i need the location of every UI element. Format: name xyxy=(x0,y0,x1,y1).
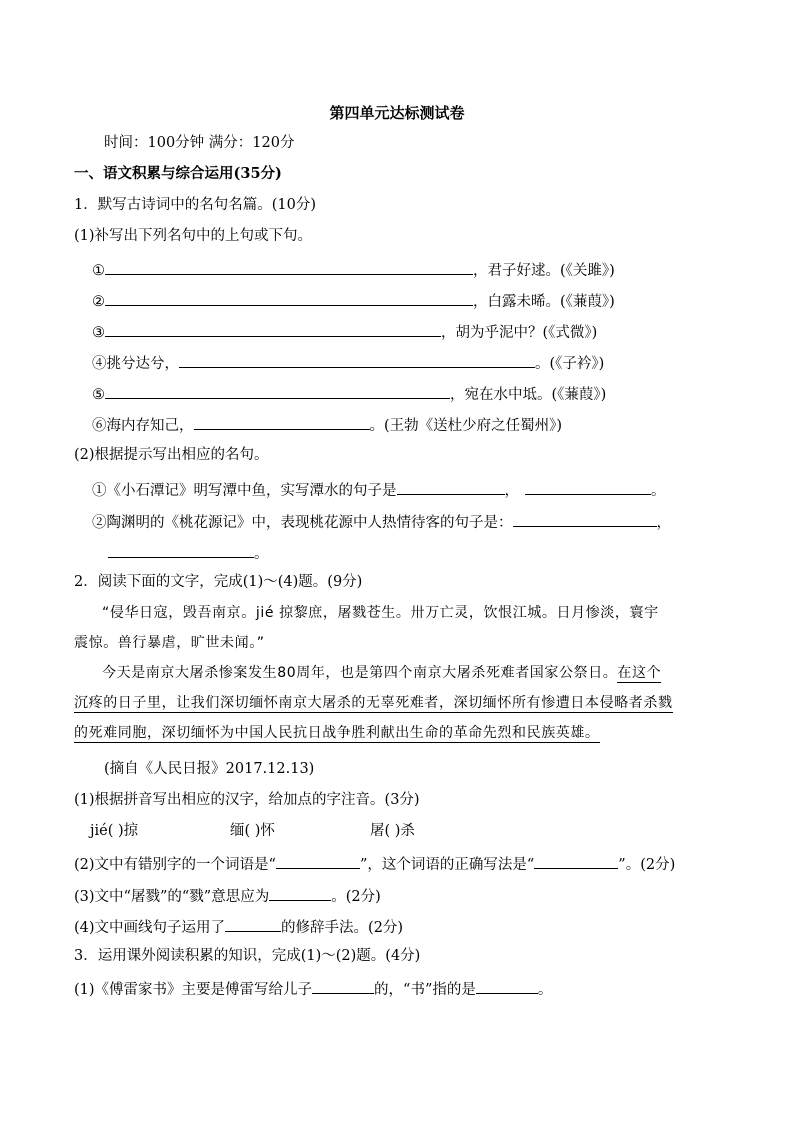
answer-blank[interactable] xyxy=(108,541,254,558)
fill-item-suffix: 。(《子衿》) xyxy=(535,356,605,372)
fill-item-3 xyxy=(92,320,597,343)
answer-blank[interactable] xyxy=(105,289,473,306)
fill-item-suffix: ，白露未晞。(《蒹葭》) xyxy=(473,294,615,310)
terminator: 。 xyxy=(254,546,269,562)
question-2-stem: 2．阅读下面的文字，完成(1)～(4)题。(9分) xyxy=(74,574,363,590)
passage-quote-line-2: 震惊。兽行暴虐，旷世未闻。” xyxy=(74,635,265,651)
underlined-sentence: 的死难同胞，深切缅怀为中国人民抗日战争胜利献出生命的革命先烈和民族英雄。 xyxy=(74,725,600,741)
question-2-sub-1: (1)根据拼音写出相应的汉字，给加点的字注音。(3分) xyxy=(74,792,420,808)
prompt-text: ①《小石潭记》明写潭中鱼，实写潭水的句子是 xyxy=(92,483,397,499)
answer-blank[interactable] xyxy=(269,884,331,901)
question-text: 。(2分) xyxy=(331,889,381,905)
fill-item-4 xyxy=(92,351,604,374)
answer-blank[interactable] xyxy=(476,977,538,994)
exam-meta: 时间：100分钟 满分：120分 xyxy=(104,135,295,151)
answer-blank[interactable] xyxy=(534,852,618,869)
question-text: 。 xyxy=(537,982,553,998)
answer-blank[interactable] xyxy=(225,915,281,932)
fill-item-prefix: ⑥海内存知己， xyxy=(92,418,194,434)
question-3-stem: 3．运用课外阅读积累的知识，完成(1)～(2)题。(4分) xyxy=(74,948,421,964)
answer-blank[interactable] xyxy=(194,413,370,430)
fill-item-suffix: 。(王勃《送杜少府之任蜀州》) xyxy=(369,418,563,434)
question-text: (1)《傅雷家书》主要是傅雷写给儿子 xyxy=(74,982,313,998)
passage-text: 今天是南京大屠杀惨案发生80周年，也是第四个南京大屠杀死难者国家公祭日。 xyxy=(102,665,618,681)
passage-para-line-1 xyxy=(74,658,724,688)
fill-item-prefix: ② xyxy=(92,294,105,310)
answer-blank[interactable] xyxy=(312,977,374,994)
fill-item-2 xyxy=(92,289,615,312)
question-text: (2)文中有错别字的一个词语是“ xyxy=(74,857,276,873)
fill-item-suffix: ，胡为乎泥中？(《式微》) xyxy=(441,325,598,341)
question-text: 的修辞手法。(2分) xyxy=(281,920,404,936)
fill-item-suffix: ，君子好逑。(《关雎》) xyxy=(473,263,615,279)
answer-blank[interactable] xyxy=(105,258,473,275)
terminator: 。 xyxy=(651,483,666,499)
prompt-item-1 xyxy=(92,478,666,501)
passage-para-line-2 xyxy=(74,688,724,718)
answer-blank[interactable] xyxy=(276,852,360,869)
fill-item-suffix: ，宛在水中坻。(《蒹葭》) xyxy=(450,387,607,403)
pinyin-item-3: 屠( )杀 xyxy=(370,823,415,839)
question-text: ”。(2分) xyxy=(618,857,676,873)
separator: ， xyxy=(656,515,671,531)
separator: ， xyxy=(504,483,519,499)
passage-quote-line-1: “侵华日寇，毁吾南京。jié 掠黎庶，屠戮苍生。卅万亡灵，饮恨江城。日月惨淡，寰宇 xyxy=(102,605,659,621)
answer-blank[interactable] xyxy=(105,320,441,337)
reading-passage xyxy=(74,598,724,748)
answer-blank[interactable] xyxy=(105,382,450,399)
question-text: 的，“书”指的是 xyxy=(374,982,476,998)
passage-source: (摘自《人民日报》2017.12.13) xyxy=(104,761,315,777)
page-title: 第四单元达标测试卷 xyxy=(329,104,465,122)
prompt-item-2-continued xyxy=(108,541,269,564)
fill-item-6 xyxy=(92,413,562,436)
question-text: (3)文中“屠戮”的“戮”意思应为 xyxy=(74,889,270,905)
question-2-sub-3 xyxy=(74,884,381,907)
fill-item-prefix: ① xyxy=(92,263,105,279)
question-1-part-2: (2)根据提示写出相应的名句。 xyxy=(74,447,269,463)
question-2-sub-2 xyxy=(74,852,675,875)
question-2-sub-4 xyxy=(74,915,403,938)
fill-item-prefix: ③ xyxy=(92,325,105,341)
section-heading: 一、语文积累与综合运用(35分) xyxy=(74,165,282,182)
underlined-sentence: 在这个 xyxy=(617,665,662,681)
prompt-item-2 xyxy=(92,510,671,533)
passage-para-line-3 xyxy=(74,718,724,748)
underlined-sentence: 沉疼的日子里，让我们深切缅怀南京大屠杀的无辜死难者，深切缅怀所有惨遭日本侵略者杀戮 xyxy=(74,695,673,711)
answer-blank[interactable] xyxy=(513,510,657,527)
fill-item-1 xyxy=(92,258,615,281)
question-text: (4)文中画线句子运用了 xyxy=(74,920,226,936)
answer-blank[interactable] xyxy=(179,351,535,368)
question-1-part-1: (1)补写出下列名句中的上句或下句。 xyxy=(74,228,313,244)
answer-blank[interactable] xyxy=(397,478,505,495)
fill-item-prefix: ④挑兮达兮， xyxy=(92,356,179,372)
fill-item-5 xyxy=(92,382,606,405)
pinyin-item-2: 缅( )怀 xyxy=(230,823,275,839)
answer-blank[interactable] xyxy=(525,478,651,495)
pinyin-item-1: jié( )掠 xyxy=(90,823,139,839)
prompt-text: ②陶渊明的《桃花源记》中，表现桃花源中人热情待客的句子是： xyxy=(92,515,513,531)
question-1-stem: 1．默写古诗词中的名句名篇。(10分) xyxy=(74,197,316,213)
question-text: ”，这个词语的正确写法是“ xyxy=(359,857,535,873)
question-3-sub-1 xyxy=(74,977,552,1000)
fill-item-prefix: ⑤ xyxy=(92,387,105,403)
